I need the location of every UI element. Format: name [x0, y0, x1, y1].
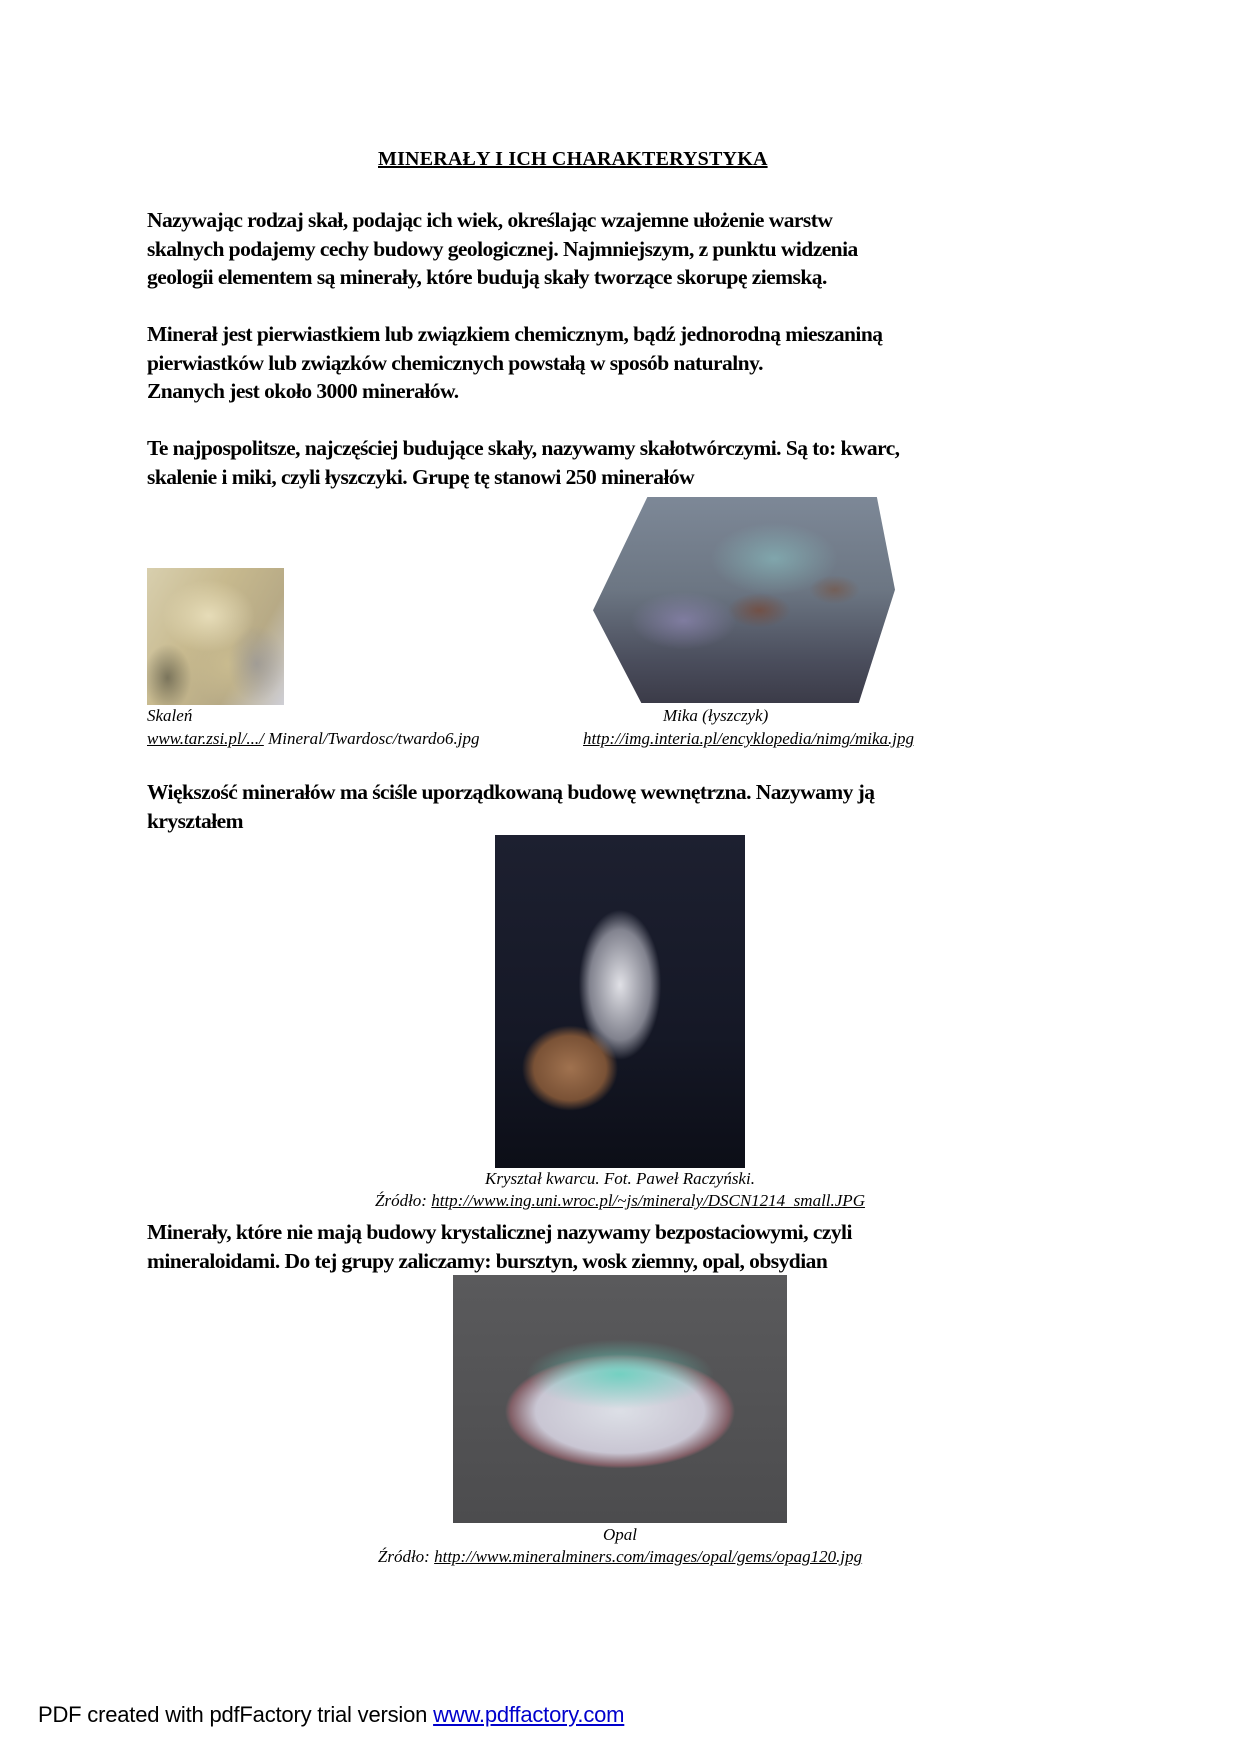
skalen-source-link[interactable]: www.tar.zsi.pl/.../	[147, 729, 264, 748]
skalen-caption: Skaleń	[147, 706, 193, 725]
skalen-photo	[147, 568, 284, 705]
pdffactory-link[interactable]: www.pdffactory.com	[433, 1702, 625, 1727]
document-title: MINERAŁY I ICH CHARAKTERYSTYKA	[378, 148, 768, 170]
text-line: Te najpospolitsze, najczęściej budujące skały, nazywamy skałotwórczymi. Są to: kwarc,	[147, 436, 900, 460]
text-line: Nazywając rodzaj skał, podając ich wiek, określając wzajemne ułożenie warstw	[147, 208, 833, 232]
text-line: Minerał jest pierwiastkiem lub związkiem chemicznym, bądź jednorodną mieszaniną	[147, 322, 883, 346]
text-line: Minerały, które nie mają budowy krystalicznej nazywamy bezpostaciowymi, czyli	[147, 1220, 852, 1244]
text-line: skalenie i miki, czyli łyszczyki. Grupę tę stanowi 250 minerałów	[147, 464, 695, 489]
kwarc-source-prefix: Źródło:	[375, 1191, 432, 1210]
paragraph-rock-forming	[147, 434, 1107, 491]
skalen-source-path: Mineral/Twardosc/twardo6.jpg	[263, 729, 480, 748]
text-line: skalnych podajemy cechy budowy geologicznej. Najmniejszym, z punktu widzenia	[147, 236, 858, 261]
opal-caption: Opal	[603, 1525, 637, 1544]
paragraph-crystal	[147, 778, 1107, 835]
text-line: mineraloidami. Do tej grupy zaliczamy: bursztyn, wosk ziemny, opal, obsydian	[147, 1248, 828, 1273]
opal-photo	[453, 1275, 787, 1523]
kwarc-caption: Kryształ kwarcu. Fot. Paweł Raczyński.	[485, 1169, 755, 1188]
paragraph-intro	[147, 206, 1107, 292]
kwarc-source-link[interactable]: http://www.ing.uni.wroc.pl/~js/mineraly/DSCN1214_small.JPG	[431, 1191, 865, 1210]
paragraph-definition	[147, 320, 1107, 406]
mika-source-link[interactable]: http://img.interia.pl/encyklopedia/nimg/mika.jpg	[583, 729, 914, 748]
opal-source-link[interactable]: http://www.mineralminers.com/images/opal/gems/opag120.jpg	[434, 1547, 863, 1566]
text-line: pierwiastków lub związków chemicznych powstałą w sposób naturalny.	[147, 350, 763, 375]
pdf-footer	[38, 1702, 624, 1728]
mika-photo	[593, 497, 895, 703]
text-line: Znanych jest około 3000 minerałów.	[147, 379, 459, 403]
footer-text: PDF created with pdfFactory trial version	[38, 1702, 434, 1727]
mika-source	[583, 728, 914, 750]
kwarc-photo	[495, 835, 745, 1168]
opal-source	[0, 1546, 1240, 1568]
opal-source-prefix: Źródło:	[377, 1547, 435, 1566]
paragraph-mineraloids	[147, 1218, 1107, 1275]
skalen-source	[147, 728, 480, 750]
kwarc-source	[0, 1190, 1240, 1212]
text-line: kryształem	[147, 808, 243, 833]
mika-caption: Mika (łyszczyk)	[663, 706, 769, 725]
text-line: Większość minerałów ma ściśle uporządkowaną budowę wewnętrzna. Nazywamy ją	[147, 780, 875, 804]
text-line: geologii elementem są minerały, które budują skały tworzące skorupę ziemską.	[147, 265, 827, 289]
